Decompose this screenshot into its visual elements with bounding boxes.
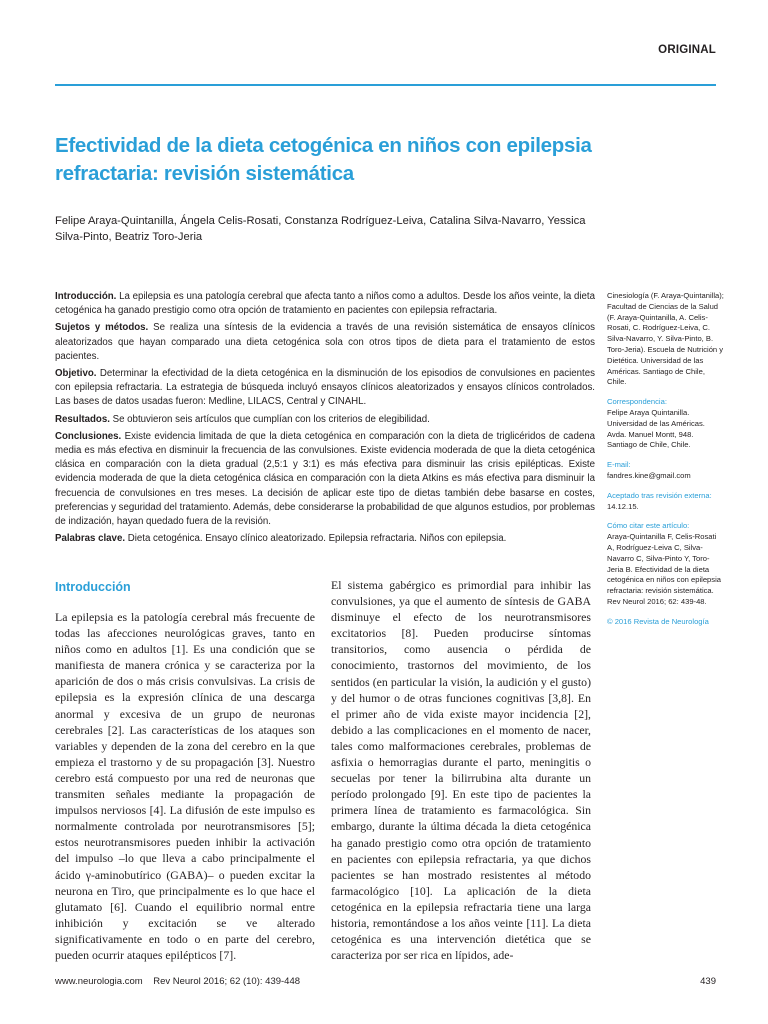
abstract-intro-label: Introducción.	[55, 291, 117, 302]
abstract-keywords-label: Palabras clave.	[55, 533, 126, 545]
abstract-objective-text: Determinar la efectividad de la dieta cetogénica en la disminución de los episodios de convulsiones en pacientes con epilepsia refractaria. La estrategia de búsqueda incluyó ensayos clínicos aleatorizados y ensayos clínicos controlados. Las bases de datos usadas fueron: Medline, LILACS, Central y CINAHL.	[55, 368, 595, 408]
sidebar-notes	[607, 291, 725, 628]
article-title: Efectividad de la dieta cetogénica en niños con epilepsia refractaria: revisión sistemática	[55, 134, 592, 185]
abstract-conclusions-text: Existe evidencia limitada de que la dieta cetogénica en comparación con la dieta de triglicéridos de cadena media es más efectiva en disminuir la frecuencia de las convulsiones. Existe evidencia moderada de que la dieta cetogénica clásica en comparación con la dieta gradual (2,5:1 y 3:1) es más efectiva para disminuir las crisis epilépticas. Existe evidencia moderada de que la dieta cetogénica clásica en comparación con la dieta Atkins es más efectiva para disminuir la frecuencia de convulsiones en tres meses. La decisión de aplicar este tipo de dietas también debe basarse en costes, preferencias y seguridad del tratamiento. Además, debe considerarse la probabilidad de que algunos estudios, por problemas de indización, hayan quedado fuera de la revisión.	[55, 430, 595, 528]
abstract-conclusions	[55, 430, 595, 529]
cite-text: Araya-Quintanilla F, Celis-Rosati A, Rodríguez-Leiva C, Silva-Navarro C, Silva-Pinto Y, Toro-Jeria B. Efectividad de la dieta cetogénica en niños con epilepsia refractaria: revisión sistemática. Rev Neurol 2016; 62: 439-48.	[607, 532, 721, 606]
copyright: © 2016 Revista de Neurología	[607, 616, 709, 626]
abstract-results-text: Se obtuvieron seis artículos que cumplían con los criterios de elegibilidad.	[112, 413, 430, 425]
body-paragraph: El sistema gabérgico es primordial para inhibir las convulsiones, ya que el aumento de síntesis de GABA disminuye el efecto de los neurotransmisores excitatorios [8]. Pueden producirse síntomas transitorios, como ausencia o pérdida de conocimiento, trastornos del movimiento, de los sentidos (en particular la visión, la audición y el gusto) y del humor o de otras funciones cognitivas [3,8]. En el primer año de vida existe mayor incidencia [2], debido a las complicaciones en el momento de nacer, tales como malformaciones cerebrales, problemas de asfixia o hemorragias durante el parto, meningitis o secuelas por tener la bilirrubina alta durante un período prolongado [9]. En este tipo de pacientes la primera línea de tratamiento es farmacológica. Sin embargo, durante la última década la dieta cetogénica ha ganado prestigio como otra opción de tratamiento en pacientes con epilepsia refractaria, ya que dichos pacientes se han mostrado resistentes al método farmacológico [10]. La aplicación de la dieta cetogénica en la epilepsia refractaria tiene una larga historia, remontándose a los años veinte [11]. La dieta cetogénica es una intervención dietética que se caracteriza por ser rica en lípidos, ade-	[331, 578, 591, 963]
correspondence-label: Correspondencia:	[607, 397, 667, 407]
citation-note	[607, 521, 725, 607]
affiliation: Cinesiología (F. Araya-Quintanilla); Facultad de Ciencias de la Salud (F. Araya-Quintanilla, A. Celis-Rosati, C. Rodríguez-Leiva, C. Silva-Navarro, Y. Silva-Pinto, B. Toro-Jeria). Escuela de Nutrición y Dietética. Universidad de las Américas. Santiago de Chile, Chile.	[607, 291, 724, 387]
abstract-keywords-text: Dieta cetogénica. Ensayo clínico aleatorizado. Epilepsia refractaria. Niños con epilepsia.	[127, 533, 507, 545]
abstract-conclusions-label: Conclusiones.	[55, 430, 122, 442]
correspondence	[607, 397, 725, 451]
accepted-label: Aceptado tras revisión externa:	[607, 490, 712, 500]
abstract-keywords	[55, 532, 595, 546]
cite-label: Cómo citar este artículo:	[607, 521, 690, 531]
abstract-results-label: Resultados.	[55, 413, 110, 425]
email	[607, 460, 725, 482]
author-list: Felipe Araya-Quintanilla, Ángela Celis-Rosati, Constanza Rodríguez-Leiva, Catalina Silva-Navarro, Yessica Silva-Pinto, Beatriz Toro-Jeria	[55, 215, 586, 243]
abstract-methods	[55, 321, 595, 364]
page-number: 439	[700, 976, 716, 987]
abstract-intro-text: La epilepsia es una patología cerebral que afecta tanto a niños como a adultos. Desde los años veinte, la dieta cetogénica ha ganado prestigio como otra opción de tratamiento en pacientes con epilepsia refractaria.	[55, 291, 595, 317]
abstract-introduction	[55, 290, 595, 318]
acceptance	[607, 491, 725, 513]
email-label: E-mail:	[607, 460, 631, 470]
accepted-date: 14.12.15.	[607, 501, 639, 511]
section-label: ORIGINAL	[658, 44, 716, 56]
footer-citation: www.neurologia.com Rev Neurol 2016; 62 (10): 439-448	[55, 976, 301, 987]
abstract-methods-label: Sujetos y métodos.	[55, 322, 149, 334]
abstract	[55, 290, 595, 549]
abstract-objective	[55, 367, 595, 410]
body-paragraph: La epilepsia es la patología cerebral más frecuente de todas las afecciones neurológicas graves, tanto en niños como en adultos [1]. Es una condición que se manifiesta de manera crónica y se caracteriza por la aparición de dos o más crisis convulsivas. La crisis de epilepsia es la expresión clínica de una descarga anormal y excesiva de un grupo de neuronas cerebrales [2]. Las características de los ataques son variables y dependen de la zona del cerebro en la que empieza el trastorno y de su propagación [3]. Nuestro cerebro está compuesto por una red de neuronas que transmiten señales mediante la propagación de impulsos nerviosos [4]. La difusión de este impulso es normalmente controlada por neurotransmisores [5]; estos neurotransmisores pueden inhibir la activación del impulso –lo que lleva a cabo principalmente el ácido γ-aminobutírico (GABA)– o pueden excitar la neurona en Tiro, que principalmente es lo que hace el glutamato [6]. Cuando el equilibrio normal entre inhibición y excitación se ve alterado significativamente en todo o en parte del cerebro, pueden ocurrir ataques epilépticos [7].	[55, 610, 315, 962]
abstract-results	[55, 413, 595, 427]
header-rule	[55, 84, 716, 86]
section-title-introduccion: Introducción	[55, 580, 131, 594]
correspondence-text: Felipe Araya Quintanilla. Universidad de las Américas. Avda. Manuel Montt, 948. Santiago de Chile, Chile.	[607, 407, 705, 450]
body-column-1	[55, 609, 315, 963]
body-column-2	[331, 577, 591, 963]
email-link[interactable]: fandres.kine@gmail.com	[607, 470, 691, 480]
abstract-methods-text: Se realiza una síntesis de la evidencia a través de una revisión sistemática de ensayos clínicos aleatorizados que hayan comparado una dieta cetogénica sola con otros tipos de dieta para el tratamiento de estos pacientes.	[55, 322, 595, 362]
abstract-objective-label: Objetivo.	[55, 368, 97, 380]
